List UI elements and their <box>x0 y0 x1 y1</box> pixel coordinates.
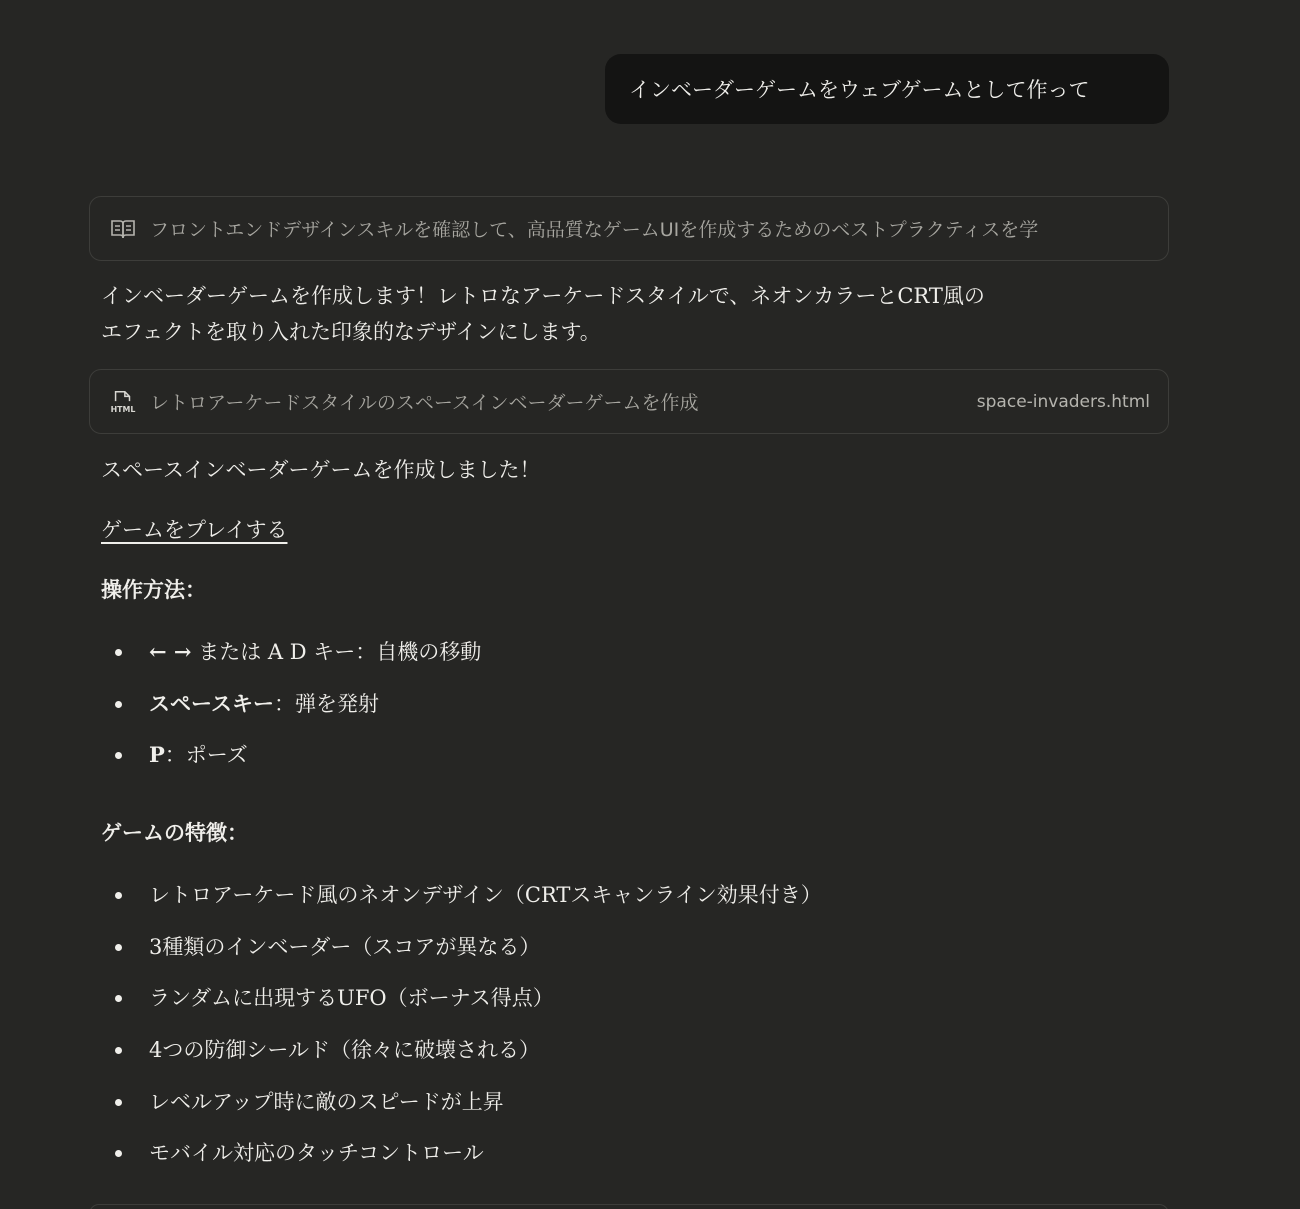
list-item: 3種類のインベーダー（スコアが異なる） <box>101 931 822 983</box>
features-heading-text: ゲームの特徴： <box>101 820 248 845</box>
intro-line-2: エフェクトを取り入れた印象的なデザインにします。 <box>101 320 601 344</box>
control-desc: ：弾を発射 <box>273 691 379 716</box>
file-name: space-invaders.html <box>976 391 1150 412</box>
skill-read-block[interactable] <box>89 196 1169 261</box>
intro-paragraph <box>101 278 1121 350</box>
skill-read-label: フロントエンドデザインスキルを確認して、高品質なゲームUIを作成するためのベストプラクティスを学 <box>150 219 1039 241</box>
control-desc: ：ポーズ <box>164 743 248 768</box>
list-item: レベルアップ時に敵のスピードが上昇 <box>101 1086 822 1138</box>
play-link-paragraph <box>101 512 1121 548</box>
control-key: ← → <box>149 639 192 664</box>
user-message-bubble <box>605 54 1169 124</box>
controls-heading <box>101 572 1121 608</box>
list-item: モバイル対応のタッチコントロール <box>101 1137 822 1189</box>
list-item <box>101 636 481 688</box>
file-create-label: レトロアーケードスタイルのスペースインベーダーゲームを作成 <box>150 392 699 414</box>
file-create-block[interactable] <box>89 369 1169 434</box>
intro-line-1: インベーダーゲームを作成します！レトロなアーケードスタイルで、ネオンカラーとCRT風の <box>101 284 985 308</box>
controls-list <box>101 636 481 791</box>
play-game-link[interactable]: ゲームをプレイする <box>101 518 288 542</box>
features-heading <box>101 815 1121 851</box>
list-item <box>101 739 481 791</box>
done-paragraph <box>101 452 1121 488</box>
list-item <box>101 688 481 740</box>
control-key: P <box>149 742 165 768</box>
done-text: スペースインベーダーゲームを作成しました！ <box>101 458 541 482</box>
control-desc: または A D キー：自機の移動 <box>191 640 482 664</box>
list-item: ランダムに出現するUFO（ボーナス得点） <box>101 982 822 1034</box>
features-list <box>101 879 822 1189</box>
control-key: スペースキー <box>149 690 274 716</box>
list-item: 4つの防御シールド（徐々に破壊される） <box>101 1034 822 1086</box>
book-open-icon <box>110 216 136 242</box>
user-message-text: インベーダーゲームをウェブゲームとして作って <box>629 78 1090 102</box>
svg-text:HTML: HTML <box>110 404 136 414</box>
list-item: レトロアーケード風のネオンデザイン（CRTスキャンライン効果付き） <box>101 879 822 931</box>
controls-heading-text: 操作方法： <box>101 577 206 602</box>
next-block-edge <box>89 1204 1169 1209</box>
html-file-icon <box>110 389 136 415</box>
